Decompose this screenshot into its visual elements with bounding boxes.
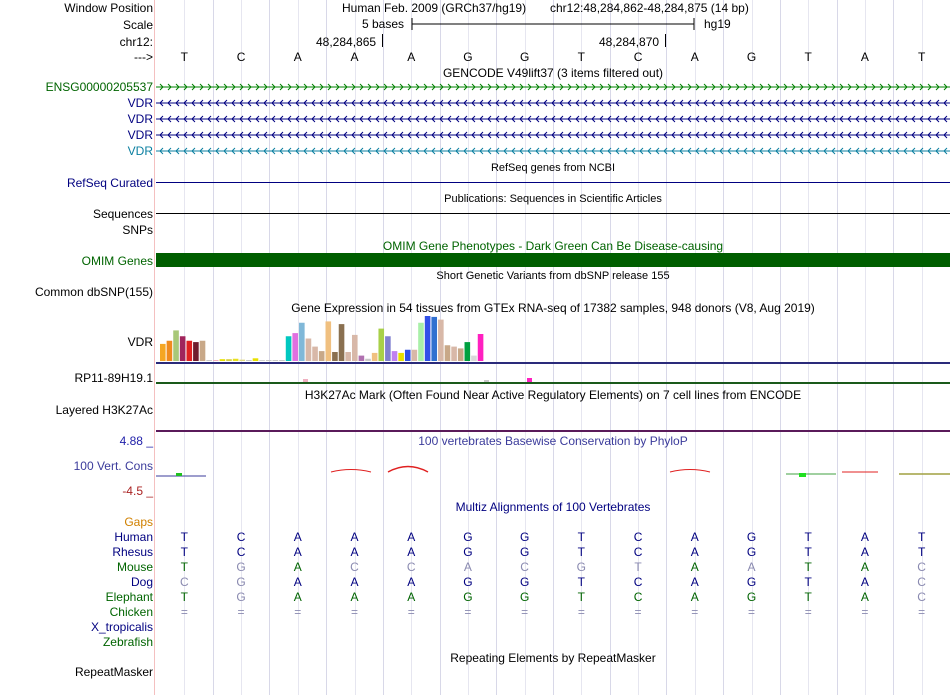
gtex-tissue-bar: [213, 360, 219, 361]
aligned-base: T: [180, 560, 189, 574]
base-letter: T: [577, 50, 586, 64]
gtex-tissue-bar: [372, 353, 378, 361]
phylop-max: 4.88 _: [119, 434, 153, 448]
snps-label[interactable]: SNPs: [122, 223, 153, 237]
aligned-base: =: [407, 605, 415, 619]
scale-bases: 5 bases: [362, 17, 405, 31]
gtex-tissue-bar: [286, 336, 292, 361]
species-label[interactable]: Human: [114, 530, 153, 544]
gtex-tissue-bar: [431, 317, 437, 361]
h3k27-title[interactable]: H3K27Ac Mark (Often Found Near Active Regulatory Elements) on 7 cell lines from ENCODE: [304, 388, 802, 402]
h3k27-label[interactable]: Layered H3K27Ac: [55, 403, 153, 417]
aligned-base: G: [576, 560, 587, 574]
aligned-base: =: [861, 605, 869, 619]
gencode-item-label[interactable]: VDR: [127, 112, 153, 126]
gtex-tissue-bar: [478, 334, 484, 361]
gtex-tissue-bar: [233, 359, 239, 361]
phylop-title[interactable]: 100 vertebrates Basewise Conservation by PhyloP: [418, 434, 688, 448]
base-letter: G: [463, 50, 473, 64]
gaps-label[interactable]: Gaps: [124, 515, 153, 529]
base-letter: T: [180, 50, 189, 64]
omim-bar[interactable]: [156, 253, 950, 267]
gtex-rp11-label[interactable]: RP11-89H19.1: [74, 371, 153, 385]
aligned-base: =: [237, 605, 245, 619]
gtex-vdr-line[interactable]: [156, 362, 950, 364]
aligned-base: A: [407, 575, 416, 589]
aligned-base: T: [577, 590, 586, 604]
aligned-base: A: [860, 590, 869, 604]
aligned-base: A: [293, 575, 302, 589]
gtex-tissue-bar: [200, 341, 206, 361]
aligned-base: =: [691, 605, 699, 619]
scale-bar: [410, 17, 698, 31]
gencode-item-track[interactable]: [156, 130, 950, 140]
base-letter: A: [407, 50, 416, 64]
aligned-base: C: [236, 530, 246, 544]
aligned-base: G: [463, 590, 473, 604]
base-letter: T: [804, 50, 812, 64]
phylop-graph[interactable]: [156, 455, 950, 485]
gtex-tissue-bar: [160, 344, 166, 361]
aligned-base: C: [236, 545, 246, 559]
species-label[interactable]: Elephant: [105, 590, 153, 604]
sequences-label[interactable]: Sequences: [92, 207, 153, 221]
h3k27-line[interactable]: [156, 430, 950, 432]
gtex-tissue-bar: [438, 320, 444, 361]
aligned-base: G: [746, 575, 757, 589]
aligned-base: G: [519, 545, 530, 559]
aligned-base: G: [463, 545, 473, 559]
gtex-tissue-bar: [246, 360, 252, 361]
gtex-tissue-bar: [292, 333, 298, 361]
base-letter: G: [746, 50, 757, 64]
coord-label-2: 48,284,870: [599, 35, 660, 49]
base-letter: A: [860, 50, 869, 64]
gtex-tissue-bar: [220, 359, 226, 361]
aligned-base: A: [293, 590, 302, 604]
aligned-base: G: [519, 530, 530, 544]
repeat-label[interactable]: RepeatMasker: [74, 665, 153, 679]
gtex-tissue-bar: [306, 339, 312, 362]
gencode-item-label[interactable]: VDR: [127, 128, 153, 142]
gtex-tissue-bar: [425, 316, 431, 361]
base-letter: A: [350, 50, 359, 64]
refseq-label[interactable]: RefSeq Curated: [66, 176, 153, 190]
omim-label[interactable]: OMIM Genes: [81, 254, 153, 268]
aligned-base: A: [690, 560, 699, 574]
multiz-title[interactable]: Multiz Alignments of 100 Vertebrates: [455, 500, 651, 514]
gtex-tissue-bar: [405, 350, 411, 361]
gtex-tissue-bar: [458, 348, 464, 361]
gtex-tissue-bar: [319, 351, 325, 361]
gtex-tissue-bar: [471, 356, 477, 361]
base-letter: A: [293, 50, 302, 64]
aligned-base: C: [350, 560, 359, 574]
aligned-base: G: [746, 530, 757, 544]
aligned-base: G: [236, 590, 246, 604]
species-label[interactable]: Rhesus: [112, 545, 153, 559]
phylop-label[interactable]: 100 Vert. Cons: [73, 459, 153, 473]
gencode-item-track[interactable]: [156, 82, 950, 92]
gtex-tissue-bar: [173, 330, 179, 361]
gtex-tissue-bar: [398, 353, 404, 361]
aligned-base: A: [463, 560, 472, 574]
scale-label: Scale: [122, 18, 153, 32]
aligned-base: C: [917, 590, 926, 604]
aligned-base: A: [350, 545, 359, 559]
gtex-tissue-bar: [332, 352, 338, 361]
aligned-base: A: [690, 590, 699, 604]
gtex-tissue-bar: [378, 329, 384, 361]
aligned-base: G: [519, 590, 530, 604]
aligned-base: C: [633, 590, 643, 604]
aligned-base: =: [747, 605, 755, 619]
aligned-base: =: [804, 605, 812, 619]
aligned-base: A: [860, 560, 869, 574]
aligned-base: A: [690, 575, 699, 589]
aligned-base: T: [804, 575, 812, 589]
scale-db: hg19: [704, 17, 731, 31]
aligned-base: G: [236, 560, 246, 574]
aligned-base: T: [804, 545, 812, 559]
pubs-title[interactable]: Publications: Sequences in Scientific Articles: [444, 193, 662, 205]
gtex-vdr-label[interactable]: VDR: [127, 335, 153, 349]
aligned-base: T: [634, 560, 642, 574]
aligned-base: C: [633, 530, 643, 544]
aligned-base: A: [350, 590, 359, 604]
species-label[interactable]: Mouse: [116, 560, 153, 574]
repeat-title[interactable]: Repeating Elements by RepeatMasker: [450, 651, 656, 665]
aligned-base: A: [860, 530, 869, 544]
refseq-title[interactable]: RefSeq genes from NCBI: [490, 162, 616, 174]
dbsnp-title[interactable]: Short Genetic Variants from dbSNP release 155: [436, 270, 670, 282]
gencode-item-track[interactable]: [156, 98, 950, 108]
aligned-base: T: [804, 560, 812, 574]
aligned-base: =: [464, 605, 472, 619]
aligned-base: =: [180, 605, 188, 619]
gencode-item-label[interactable]: VDR: [127, 144, 153, 158]
position-text[interactable]: chr12:48,284,862-48,284,875 (14 bp): [550, 1, 749, 15]
aligned-base: G: [746, 590, 757, 604]
gtex-tissue-bar: [239, 360, 245, 361]
base-letter: T: [917, 50, 926, 64]
aligned-base: T: [577, 530, 586, 544]
base-letter: C: [633, 50, 643, 64]
gtex-tissue-bar: [299, 323, 305, 361]
aligned-base: A: [860, 575, 869, 589]
aligned-base: C: [917, 575, 926, 589]
aligned-base: =: [350, 605, 358, 619]
aligned-base: =: [918, 605, 926, 619]
assembly-text[interactable]: Human Feb. 2009 (GRCh37/hg19): [342, 1, 527, 15]
gtex-tissue-bar: [312, 347, 318, 361]
aligned-base: C: [633, 545, 643, 559]
aligned-base: =: [294, 605, 302, 619]
gtex-tissue-bar: [465, 342, 471, 361]
aligned-base: G: [746, 545, 757, 559]
chrom-label: chr12:: [119, 35, 153, 49]
gtex-tissue-bar: [273, 360, 279, 361]
aligned-base: A: [293, 530, 302, 544]
aligned-base: G: [463, 530, 473, 544]
gtex-tissue-bar: [385, 336, 391, 361]
pubs-line[interactable]: [156, 213, 950, 214]
aligned-base: C: [917, 560, 926, 574]
species-label[interactable]: Chicken: [109, 605, 153, 619]
phylop-min: -4.5 _: [122, 484, 153, 498]
gtex-tissue-bar: [186, 341, 192, 361]
aligned-base: A: [860, 545, 869, 559]
aligned-base: G: [519, 575, 530, 589]
gtex-tissue-bar: [253, 358, 259, 361]
gtex-tissue-bar: [226, 359, 232, 361]
aligned-base: C: [180, 575, 189, 589]
aligned-base: T: [917, 530, 926, 544]
gtex-tissue-bar: [339, 324, 345, 361]
aligned-base: A: [690, 530, 699, 544]
aligned-base: A: [293, 560, 302, 574]
gencode-item-label[interactable]: VDR: [127, 96, 153, 110]
gtex-title[interactable]: Gene Expression in 54 tissues from GTEx RNA-seq of 17382 samples, 948 donors (V8, Aug 2019): [291, 301, 815, 315]
gtex-tissue-bar: [412, 350, 418, 361]
aligned-base: A: [350, 575, 359, 589]
aligned-base: T: [917, 545, 926, 559]
aligned-base: A: [407, 545, 416, 559]
aligned-base: =: [634, 605, 642, 619]
gtex-tissue-bar: [445, 345, 451, 361]
aligned-base: T: [577, 545, 586, 559]
aligned-base: A: [690, 545, 699, 559]
aligned-base: C: [520, 560, 529, 574]
gtex-tissue-bar: [418, 323, 424, 361]
aligned-base: A: [407, 590, 416, 604]
species-label[interactable]: Zebrafish: [102, 635, 153, 649]
aligned-base: =: [521, 605, 529, 619]
coord-tick-1: [382, 34, 383, 47]
coord-tick-2: [665, 34, 666, 47]
dbsnp-label[interactable]: Common dbSNP(155): [34, 285, 153, 299]
gtex-tissue-bar: [326, 321, 332, 361]
gencode-item-label[interactable]: ENSG00000205537: [45, 80, 153, 94]
refseq-line[interactable]: [156, 182, 950, 183]
gencode-item-track[interactable]: [156, 146, 950, 156]
aligned-base: A: [747, 560, 756, 574]
gencode-item-track[interactable]: [156, 114, 950, 124]
gtex-tissue-bar: [180, 336, 186, 361]
aligned-base: A: [293, 545, 302, 559]
strand-label: --->: [134, 50, 153, 64]
aligned-base: A: [407, 530, 416, 544]
aligned-base: T: [804, 590, 812, 604]
aligned-base: C: [633, 575, 643, 589]
gtex-rp11-line[interactable]: [156, 382, 950, 384]
gencode-title[interactable]: GENCODE V49lift37 (3 items filtered out): [442, 66, 664, 80]
gtex-tissue-bar: [206, 360, 212, 361]
gtex-tissue-bar: [359, 356, 365, 361]
omim-title[interactable]: OMIM Gene Phenotypes - Dark Green Can Be Disease-causing: [382, 239, 724, 253]
gtex-tissue-bar: [345, 352, 351, 361]
aligned-base: T: [577, 575, 586, 589]
gtex-expression-bars[interactable]: [156, 314, 950, 364]
aligned-base: C: [406, 560, 416, 574]
aligned-base: T: [180, 530, 189, 544]
aligned-base: A: [350, 530, 359, 544]
aligned-base: G: [463, 575, 473, 589]
coord-label-1: 48,284,865: [316, 35, 377, 49]
gtex-tissue-bar: [392, 351, 398, 361]
window-position-label: Window Position: [64, 1, 153, 15]
aligned-base: T: [804, 530, 812, 544]
base-letter: G: [519, 50, 530, 64]
base-letter: C: [236, 50, 246, 64]
gtex-tissue-bar: [365, 359, 371, 361]
label-divider: [154, 0, 155, 695]
aligned-base: T: [180, 590, 189, 604]
gtex-tissue-bar: [279, 360, 285, 361]
gtex-tissue-bar: [193, 342, 199, 361]
gtex-tissue-bar: [352, 335, 358, 361]
aligned-base: G: [236, 575, 246, 589]
gtex-tissue-bar: [259, 360, 265, 361]
gtex-tissue-bar: [167, 341, 173, 361]
aligned-base: T: [180, 545, 189, 559]
gtex-tissue-bar: [266, 360, 272, 361]
aligned-base: =: [577, 605, 585, 619]
gtex-tissue-bar: [451, 347, 457, 361]
species-label[interactable]: Dog: [130, 575, 153, 589]
base-letter: A: [690, 50, 699, 64]
species-label[interactable]: X_tropicalis: [90, 620, 153, 634]
